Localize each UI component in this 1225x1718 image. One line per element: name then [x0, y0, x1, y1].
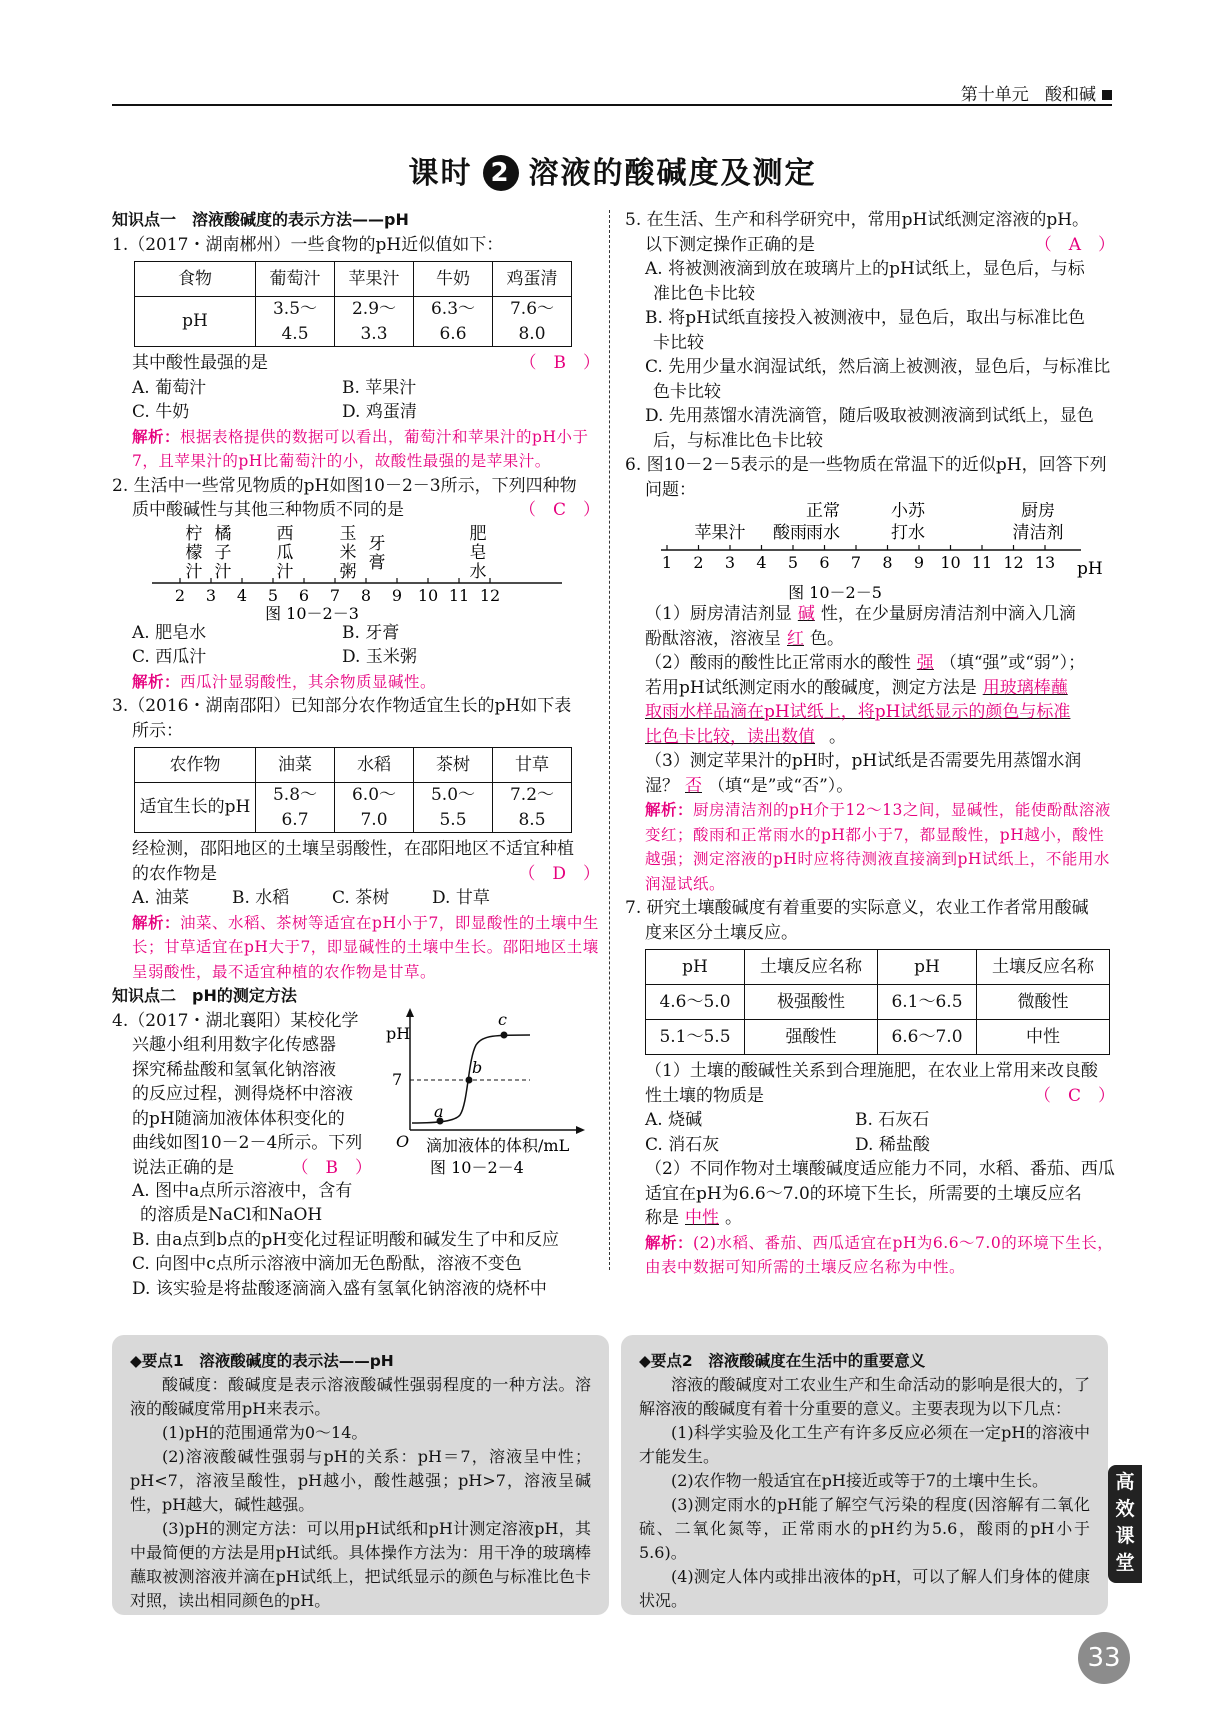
- q4-answer: （ B ）: [291, 1157, 372, 1178]
- q1-explanation: [112, 425, 600, 474]
- q7-table-cell: 极强酸性: [745, 985, 878, 1020]
- q3-option: A. 油菜: [132, 888, 190, 908]
- q6-explanation: [625, 798, 1115, 896]
- scale-tick-label: 4: [236, 585, 248, 605]
- q7-table-cell: 强酸性: [745, 1020, 878, 1055]
- label-corn-porridge: 玉: [339, 523, 357, 544]
- label-watermelon: 西: [276, 523, 294, 544]
- q7-table-cell: 土壤反应名称: [977, 950, 1110, 985]
- scale-tick-label: 13: [1034, 553, 1056, 572]
- point-b-label: b: [472, 1057, 483, 1077]
- q3-option: D. 甘草: [432, 888, 490, 908]
- q1-option: B. 苹果汁: [342, 377, 417, 398]
- label-orange: 子: [214, 542, 232, 563]
- q5-option: 准比色卡比较: [653, 283, 755, 304]
- column-divider: [609, 210, 610, 1270]
- title-prefix: 课时: [408, 156, 473, 191]
- q3-options: [112, 886, 600, 911]
- q3-table: [134, 747, 572, 833]
- explanation-label: 解析：: [132, 426, 181, 446]
- scale-tick-label: 10: [940, 553, 961, 572]
- q4-block: [112, 1009, 600, 1179]
- explanation-label: 解析：: [645, 1232, 694, 1252]
- q3-option: B. 水稻: [232, 888, 290, 908]
- square-mark-icon: [1102, 90, 1112, 100]
- q1-stem: 1.（2017・湖南郴州）一些食物的pH近似值如下：: [112, 234, 504, 255]
- q4-option: C. 向图中c点所示溶液中滴加无色酚酞，溶液不变色: [132, 1254, 522, 1274]
- substance-labels: [186, 523, 487, 582]
- q5-stem: 5. 在生活、生产和科学研究中，常用pH试纸测定溶液的pH。: [625, 210, 1090, 230]
- q7-table-cell: 土壤反应名称: [745, 950, 878, 985]
- label-toothpaste: 牙: [368, 533, 386, 554]
- label-orange: 橘: [214, 523, 232, 544]
- q7-answer: （ C ）: [1033, 1085, 1115, 1106]
- label-acid-rain: 酸雨: [773, 523, 807, 543]
- q3-option: C. 茶树: [332, 888, 390, 908]
- q4-stem: 说法正确的是: [132, 1157, 234, 1178]
- key-point-text: (4)测定人体内或排出液体的pH，可以了解人们身体的健康状况。: [639, 1567, 1090, 1610]
- q7-table-cell: 中性: [977, 1020, 1110, 1055]
- q7-table-cell: pH: [646, 950, 745, 985]
- q7-table-cell: 6.1～6.5: [878, 985, 977, 1020]
- scale-tick-label: 11: [448, 585, 470, 605]
- y-axis-arrow-icon: [406, 1008, 414, 1017]
- point-a-label: a: [434, 1101, 444, 1121]
- side-tab-char: 效: [1115, 1498, 1135, 1520]
- explanation-text: 根据表格提供的数据可以看出，葡萄汁和苹果汁的pH小于7，且苹果汁的pH比葡萄汁的小，故酸性最强的是苹果汁。: [132, 427, 589, 470]
- q6-text: （3）测定苹果汁的pH时，pH试纸是否需要先用蒸馏水润: [645, 751, 1082, 771]
- q5-stem-2: 以下测定操作正确的是: [645, 234, 815, 255]
- key-point-box-1: [112, 1335, 609, 1615]
- ph-curve-figure-10-2-4: [380, 1005, 602, 1180]
- scale-ticks: [662, 545, 1055, 572]
- key-point-text: (1)pH的范围通常为0～14。: [162, 1423, 368, 1442]
- q7-options-row2: [625, 1133, 1115, 1158]
- q1-table-cell: 葡萄汁: [256, 262, 335, 297]
- q5-option: C. 先用少量水润湿试纸，然后滴上被测液，显色后，与标准比: [645, 357, 1111, 377]
- scale-tick-label: 5: [787, 553, 799, 572]
- y-axis-label: pH: [386, 1023, 411, 1043]
- q1-options-row1: [112, 376, 600, 401]
- q2-stem: 2. 生活中一些常见物质的pH如图10－2－3所示，下列四种物: [112, 475, 577, 496]
- q7-text: 称是: [645, 1208, 679, 1228]
- q4-stem: 曲线如图10－2－4所示。下列: [132, 1133, 363, 1153]
- key-point-box-2: [621, 1335, 1108, 1615]
- explanation-text: 油菜、水稻、茶树等适宜在pH小于7，即显酸性的土壤中生长；甘草适宜在pH大于7，即显碱性的土壤中生长。邵阳地区土壤呈弱酸性，最不适宜种植的农作物是甘草。: [132, 913, 599, 981]
- q6-text: 色。: [810, 628, 844, 649]
- q6-text: 湿？: [645, 775, 679, 796]
- q6-answer-blank: 用玻璃棒蘸: [982, 677, 1068, 698]
- key-point-text: (2)农作物一般适宜在pH接近或等于7的土壤中生长。: [671, 1471, 1049, 1490]
- q3-table-cell: 7.2～8.5: [493, 783, 572, 833]
- key-point-text: (2)溶液酸碱性强弱与pH的关系：pH＝7，溶液呈中性；pH<7，溶液呈酸性，pH越小，酸性越强；pH>7，溶液呈碱性，pH越大，碱性越强。: [130, 1447, 591, 1514]
- label-kitchen-cleaner: 厨房: [1021, 502, 1055, 521]
- left-column: [112, 208, 600, 1301]
- q4-stem: 兴趣小组利用数字化传感器: [132, 1035, 336, 1055]
- q7-options-row1: [625, 1108, 1115, 1133]
- point-b: [466, 1076, 473, 1083]
- q3-table-cell: 油菜: [256, 748, 335, 783]
- label-normal-rain: 雨水: [806, 523, 840, 543]
- q7-table-cell: 微酸性: [977, 985, 1110, 1020]
- q6-answer-blank: 强: [916, 653, 934, 673]
- q7-answer-blank: 中性: [685, 1208, 719, 1228]
- q6-text: 若用pH试纸测定雨水的酸碱度，测定方法是: [645, 677, 977, 698]
- q1-table-cell: 食物: [135, 262, 256, 297]
- label-kitchen-cleaner: 清洁剂: [1012, 523, 1064, 543]
- ph-scale-figure-10-2-5: [625, 502, 1105, 602]
- key-point-text: (3)pH的测定方法：可以用pH试纸和pH计测定溶液pH，其中最简便的方法是用pH试纸。具体操作方法为：用干净的玻璃棒蘸取被测溶液并滴在pH试纸上，把试纸显示的颜色与标准比色卡对照，读出相同颜色的pH。: [130, 1519, 591, 1610]
- q1-option: C. 牛奶: [132, 402, 190, 422]
- q2-stem-2: 质中酸碱性与其他三种物质不同的是: [132, 500, 404, 520]
- scale-tick-label: 7: [329, 585, 341, 605]
- q7-table-cell: pH: [878, 950, 977, 985]
- q6-text: （2）酸雨的酸性比正常雨水的酸性: [645, 653, 911, 673]
- section-heading-2: 知识点二 pH的测定方法: [112, 986, 297, 1005]
- q7-text: （1）土壤的酸碱性关系到合理施肥，在农业上常用来改良酸: [645, 1061, 1098, 1081]
- label-soap-water: 水: [469, 561, 487, 582]
- scale-tick-label: 8: [882, 553, 893, 572]
- label-baking-soda: 小苏: [891, 502, 925, 521]
- point-c: [501, 1031, 508, 1038]
- origin-label: O: [396, 1131, 410, 1151]
- q1-table-cell: 苹果汁: [335, 262, 414, 297]
- unit-topic: 酸和碱: [1045, 85, 1096, 105]
- q7-table-cell: 5.1～5.5: [646, 1020, 745, 1055]
- figure-caption: 图 10－2－3: [265, 603, 359, 621]
- q7-stem-2: 度来区分土壤反应。: [645, 922, 798, 943]
- scale-tick-label: 4: [756, 553, 767, 572]
- explanation-label: 解析：: [132, 671, 181, 691]
- q7-text: 适宜在pH为6.6～7.0的环境下生长，所需要的土壤反应名: [645, 1183, 1082, 1204]
- scale-tick-label: 9: [391, 585, 403, 605]
- q5-option: 色卡比较: [653, 381, 721, 402]
- q4-option: 的溶质是NaCl和NaOH: [140, 1205, 323, 1225]
- q4-option: B. 由a点到b点的pH变化过程证明酸和碱发生了中和反应: [132, 1229, 560, 1250]
- point-c-label: c: [498, 1009, 507, 1029]
- label-normal-rain: 正常: [806, 502, 840, 521]
- q1-table-cell: 6.3～6.6: [414, 297, 493, 347]
- q3-table-cell: 5.8～6.7: [256, 783, 335, 833]
- q2-explanation: [112, 670, 600, 695]
- label-baking-soda: 打水: [891, 523, 925, 543]
- q2-options-row1: [112, 621, 600, 646]
- q6-text: （1）厨房清洁剂显: [645, 604, 792, 624]
- q6-answer-blank: 否: [685, 775, 702, 796]
- key-point-heading: ◆要点2 溶液酸碱度在生活中的重要意义: [639, 1352, 926, 1370]
- label-lemon: 檬: [185, 542, 203, 563]
- key-point-text: (3)测定雨水的pH能了解空气污染的程度(因溶解有二氧化硫、二氧化氮等，正常雨水的pH约为5.6，酸雨的pH小于5.6)。: [639, 1495, 1090, 1562]
- scale-tick-label: 1: [661, 553, 673, 572]
- q1-table-cell: pH: [135, 297, 256, 347]
- q1-option: A. 葡萄汁: [132, 377, 207, 398]
- y-tick-label: 7: [392, 1069, 403, 1089]
- q3-table-cell: 甘草: [493, 748, 572, 783]
- q7-option: B. 石灰石: [855, 1110, 930, 1130]
- q2-option: A. 肥皂水: [132, 622, 207, 643]
- label-orange: 汁: [214, 561, 232, 582]
- scale-ticks: [175, 578, 500, 605]
- scale-tick-label: 12: [1003, 553, 1024, 572]
- q7-stem: 7. 研究土壤酸碱度有着重要的实际意义，农业工作者常用酸碱: [625, 898, 1089, 918]
- page-number: 33: [1078, 1632, 1130, 1684]
- q7-option: A. 烧碱: [645, 1110, 703, 1130]
- q7-option: D. 稀盐酸: [855, 1134, 930, 1155]
- q6-answer-blank: 取雨水样品滴在pH试纸上，将pH试纸显示的颜色与标准: [645, 702, 1071, 722]
- axis-unit-label: pH: [1077, 559, 1103, 579]
- q3-stem: 3.（2016・湖南邵阳）已知部分农作物适宜生长的pH如下表: [112, 696, 572, 716]
- q6-answer-blank: 比色卡比较，读出数值: [645, 726, 815, 747]
- q4-stem: 4.（2017・湖北襄阳）某校化学: [112, 1010, 359, 1031]
- explanation-label: 解析：: [132, 912, 181, 932]
- right-column: [625, 208, 1115, 1280]
- scale-tick-label: 6: [819, 553, 830, 572]
- q6-text: 。: [829, 726, 846, 747]
- scale-tick-label: 10: [417, 585, 439, 605]
- scale-tick-label: 6: [298, 585, 310, 605]
- label-apple-juice: 苹果汁: [694, 523, 746, 543]
- scale-tick-label: 2: [174, 585, 186, 605]
- q6-text: （填“强”或“弱”）；: [939, 653, 1086, 673]
- q3-question: 经检测，邵阳地区的土壤呈弱酸性，在邵阳地区不适宜种植: [132, 839, 574, 859]
- q7-explanation: [625, 1231, 1115, 1280]
- scale-tick-label: 12: [479, 585, 501, 605]
- explanation-label: 解析：: [645, 800, 694, 819]
- label-watermelon: 汁: [276, 561, 294, 582]
- q5-answer: （ A ）: [1034, 234, 1115, 255]
- q1-option: D. 鸡蛋清: [342, 402, 417, 422]
- scale-tick-label: 9: [913, 553, 925, 572]
- q1-question: 其中酸性最强的是: [132, 353, 268, 373]
- q3-table-cell: 6.0～7.0: [335, 783, 414, 833]
- q4-stem: 的反应过程，测得烧杯中溶液: [132, 1084, 353, 1104]
- q6-text: 酚酞溶液，溶液呈: [645, 628, 781, 649]
- q2-option: C. 西瓜汁: [132, 647, 207, 667]
- q6-answer-blank: 红: [787, 628, 804, 649]
- q5-option: D. 先用蒸馏水清洗滴管，随后吸取被测液滴到试纸上，显色: [645, 406, 1094, 426]
- q6-text: （填“是”或“否”）。: [708, 775, 854, 796]
- scale-tick-label: 5: [267, 585, 279, 605]
- substance-labels: [695, 502, 1064, 543]
- q1-table-cell: 7.6～8.0: [493, 297, 572, 347]
- figure-caption: 图 10－2－5: [788, 583, 882, 602]
- unit-name: 第十单元: [960, 85, 1029, 105]
- q6-stem: 6. 图10－2－5表示的是一些物质在常温下的近似pH，回答下列: [625, 455, 1107, 475]
- q7-text: （2）不同作物对土壤酸碱度适应能力不同，水稻、番茄、西瓜: [645, 1159, 1115, 1179]
- q2-options-row2: [112, 645, 600, 670]
- ph-scale-figure-10-2-3: [112, 523, 592, 621]
- q7-table: [645, 949, 1110, 1055]
- q7-option: C. 消石灰: [645, 1134, 720, 1155]
- lesson-number-badge: 2: [483, 155, 519, 191]
- scale-tick-label: 3: [205, 585, 217, 605]
- q1-answer: （ B ）: [519, 353, 600, 373]
- q2-option: D. 玉米粥: [342, 647, 417, 667]
- q4-option: A. 图中a点所示溶液中，含有: [132, 1180, 353, 1201]
- q3-table-cell: 5.0～5.5: [414, 783, 493, 833]
- q6-answer-blank: 碱: [797, 604, 815, 624]
- key-point-text: 溶液的酸碱度对工农业生产和生命活动的影响是很大的，了解溶液的酸碱度有着十分重要的意义。主要表现为以下几点：: [639, 1375, 1090, 1418]
- q5-option: B. 将pH试纸直接投入被测液中，显色后，取出与标准比色: [645, 308, 1086, 328]
- explanation-text: 西瓜汁显弱酸性，其余物质显碱性。: [180, 672, 437, 691]
- q1-table-cell: 牛奶: [414, 262, 493, 297]
- title-text: 溶液的酸碱度及测定: [528, 156, 817, 191]
- label-lemon: 汁: [185, 561, 203, 582]
- label-lemon: 柠: [185, 523, 203, 544]
- explanation-text: (2)水稻、番茄、西瓜适宜在pH为6.6～7.0的环境下生长，由表中数据可知所需的土壤反应名称为中性。: [645, 1233, 1114, 1276]
- q7-table-cell: 6.6～7.0: [878, 1020, 977, 1055]
- x-axis-arrow-icon: [576, 1126, 585, 1134]
- side-tab-char: 堂: [1115, 1552, 1135, 1574]
- q1-table-cell: 鸡蛋清: [493, 262, 572, 297]
- label-watermelon: 瓜: [276, 542, 294, 563]
- q5-option: 卡比较: [653, 332, 704, 353]
- scale-tick-label: 7: [850, 553, 862, 572]
- q5-option: 后，与标准比色卡比较: [653, 430, 823, 451]
- q5-option: A. 将被测液滴到放在玻璃片上的pH试纸上，显色后，与标: [645, 259, 1085, 279]
- q3-question-2: 的农作物是: [132, 863, 217, 884]
- label-corn-porridge: 米: [339, 542, 357, 563]
- q3-answer: （ D ）: [518, 863, 600, 884]
- key-point-text: 酸碱度：酸碱度是表示溶液酸碱性强弱程度的一种方法。溶液的酸碱度常用pH来表示。: [130, 1375, 591, 1418]
- label-toothpaste: 膏: [368, 552, 386, 573]
- label-soap-water: 肥: [469, 523, 487, 544]
- q4-option: D. 该实验是将盐酸逐滴滴入盛有氢氧化钠溶液的烧杯中: [132, 1278, 547, 1299]
- q2-option: B. 牙膏: [342, 622, 400, 643]
- q1-options-row2: [112, 400, 600, 425]
- q3-table-cell: 适宜生长的pH: [135, 783, 256, 833]
- side-tab-char: 课: [1115, 1525, 1135, 1547]
- q1-table: [134, 261, 572, 347]
- scale-tick-label: 8: [360, 585, 372, 605]
- q6-text: 性，在少量厨房清洁剂中滴入几滴: [820, 604, 1076, 624]
- x-axis-label: 滴加液体的体积/mL: [426, 1135, 570, 1155]
- key-point-heading: ◆要点1 溶液酸碱度的表示法——pH: [130, 1352, 394, 1370]
- scale-tick-label: 3: [724, 553, 736, 572]
- q3-explanation: [112, 911, 600, 985]
- page-header: [112, 78, 1112, 106]
- scale-tick-label: 11: [971, 553, 993, 572]
- q2-answer: （ C ）: [518, 500, 600, 520]
- explanation-text: 厨房清洁剂的pH介于12～13之间，显碱性，能使酚酞溶液变红；酸雨和正常雨水的pH都小于7，都显酸性，pH越小，酸性越强；测定溶液的pH时应将待测液直接滴到pH试纸上，不能用水润湿试纸。: [645, 801, 1111, 893]
- q3-stem-2: 所示：: [132, 720, 183, 741]
- q3-table-cell: 茶树: [414, 748, 493, 783]
- q7-table-cell: 4.6～5.0: [646, 985, 745, 1020]
- q3-table-cell: 水稻: [335, 748, 414, 783]
- lesson-title: [0, 148, 1225, 192]
- q1-table-cell: 2.9～3.3: [335, 297, 414, 347]
- side-tab-char: 高: [1115, 1471, 1135, 1493]
- key-point-text: (1)科学实验及化工生产有许多反应必须在一定pH的溶液中才能发生。: [639, 1423, 1090, 1466]
- side-tab: [1108, 1465, 1142, 1583]
- unit-label: [961, 80, 1112, 105]
- figure-caption: 图 10－2－4: [430, 1157, 524, 1177]
- q3-table-cell: 农作物: [135, 748, 256, 783]
- q4-stem: 探究稀盐酸和氢氧化钠溶液: [132, 1059, 336, 1080]
- q4-stem: 的pH随滴加液体体积变化的: [132, 1108, 345, 1129]
- scale-tick-label: 2: [693, 553, 704, 572]
- q6-stem-2: 问题：: [645, 479, 696, 500]
- q1-table-cell: 3.5～4.5: [256, 297, 335, 347]
- label-corn-porridge: 粥: [339, 561, 357, 582]
- section-heading-1: 知识点一 溶液酸碱度的表示方法——pH: [112, 210, 409, 229]
- side-tab-label: [1108, 1469, 1142, 1577]
- label-soap-water: 皂: [469, 542, 487, 563]
- q7-text: 性土壤的物质是: [645, 1085, 764, 1106]
- q7-text: 。: [725, 1208, 742, 1228]
